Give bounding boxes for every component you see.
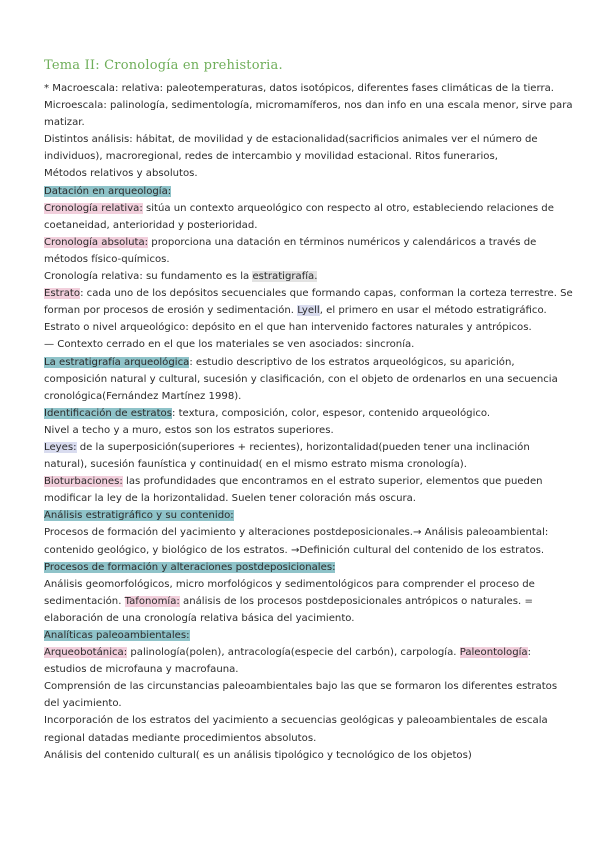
text-line: Cronología relativa: su fundamento es la estratigrafía. bbox=[44, 271, 318, 283]
text-line: Cronología absoluta: proporciona una datación en términos numéricos y calendáricos a través de bbox=[44, 236, 537, 248]
text-line: Incorporación de los estratos del yacimiento a secuencias geológicas y paleoambientales de escala bbox=[44, 715, 548, 727]
text-line: Identificación de estratos: textura, composición, color, espesor, contenido arqueológico. bbox=[44, 407, 491, 419]
notes-body bbox=[44, 80, 573, 764]
highlight: Datación en arqueología: bbox=[44, 185, 172, 197]
highlight: estratigrafía. bbox=[252, 271, 318, 283]
text-line: natural), sucesión faunística y continuidad( en el mismo estrato misma cronología). bbox=[44, 459, 467, 471]
highlight: Leyes: bbox=[44, 441, 77, 453]
text-line: Estrato o nivel arqueológico: depósito en el que han intervenido factores naturales y antrópicos. bbox=[44, 322, 532, 334]
text-line: sedimentación. Tafonomía: análisis de los procesos postdeposicionales antrópicos o naturales. = bbox=[44, 595, 533, 607]
text-line: * Macroescala: relativa: paleotemperaturas, datos isotópicos, diferentes fases climáticas de la tierra. bbox=[44, 83, 555, 94]
text-line: Leyes: de la superposición(superiores + recientes), horizontalidad(pueden tener una inclinación bbox=[44, 441, 530, 453]
text-line: Nivel a techo y a muro, estos son los estratos superiores. bbox=[44, 424, 334, 436]
highlight: Arqueobotánica: bbox=[44, 647, 128, 659]
highlight: Procesos de formación y alteraciones postdeposicionales: bbox=[44, 561, 336, 573]
text-line: Bioturbaciones: las profundidades que encontramos en el estrato superior, elementos que pueden bbox=[44, 476, 543, 488]
section-heading bbox=[44, 183, 560, 200]
highlight: Paleontología bbox=[459, 647, 528, 659]
text-line: composición natural y cultural, sucesión y clasificación, con el objeto de ordenarlos en una secuencia bbox=[44, 373, 558, 385]
text-line: estudios de microfauna y macrofauna. bbox=[44, 664, 239, 676]
section-heading bbox=[44, 559, 560, 576]
text-line: Estrato: cada uno de los depósitos secuenciales que formando capas, conforman la corteza terrestre. Se bbox=[44, 288, 573, 300]
text-line: Comprensión de las circunstancias paleoambientales bajo las que se formaron los diferentes estratos bbox=[44, 681, 558, 693]
text-line: matizar. bbox=[44, 117, 85, 129]
text-line: Microescala: palinología, sedimentología, micromamíferos, nos dan info en una escala menor, sirve para bbox=[44, 100, 573, 112]
highlight: Bioturbaciones: bbox=[44, 476, 123, 488]
text-line: La estratigrafía arqueológica: estudio descriptivo de los estratos arqueológicos, su aparición, bbox=[44, 356, 515, 368]
text-line: del yacimiento. bbox=[44, 698, 122, 710]
text-line: Arqueobotánica: palinología(polen), antracología(especie del carbón), carpología. Paleontología: bbox=[44, 647, 532, 659]
highlight: Cronología relativa: bbox=[44, 202, 143, 214]
highlight: Identificación de estratos bbox=[44, 407, 172, 419]
text-line: individuos), macroregional, redes de intercambio y movilidad estacional. Ritos funerarios, bbox=[44, 151, 498, 163]
text-line: elaboración de una cronología relativa básica del yacimiento. bbox=[44, 612, 355, 624]
page-title: Tema II: Cronología en prehistoria. bbox=[44, 58, 283, 73]
text-line: Distintos análisis: hábitat, de movilidad y de estacionalidad(sacrificios animales ver el número de bbox=[44, 134, 538, 146]
text-line: Procesos de formación del yacimiento y alteraciones postdeposicionales.→ Análisis paleoambiental: bbox=[44, 527, 549, 539]
highlight: Tafonomía: bbox=[124, 595, 180, 607]
highlight: La estratigrafía arqueológica bbox=[44, 356, 190, 368]
text-line: Cronología relativa: sitúa un contexto arqueológico con respecto al otro, estableciendo relaciones de bbox=[44, 202, 554, 214]
section-heading bbox=[44, 507, 560, 524]
text-line: cronológica(Fernández Martínez 1998). bbox=[44, 390, 242, 402]
highlight: Estrato bbox=[44, 288, 81, 300]
highlight: Análisis estratigráfico y su contenido: bbox=[44, 510, 234, 522]
text-line: forman por procesos de erosión y sedimentación. Lyell, el primero en usar el método estratigráfico. bbox=[44, 305, 547, 317]
highlight: Analíticas paleoambientales: bbox=[44, 630, 190, 641]
text-line: regional datadas mediante procedimientos absolutos. bbox=[44, 732, 317, 744]
text-line: Métodos relativos y absolutos. bbox=[44, 168, 198, 180]
highlight: Lyell bbox=[297, 305, 320, 317]
text-line: Análisis del contenido cultural( es un análisis tipológico y tecnológico de los objetos) bbox=[44, 749, 472, 761]
text-line: contenido geológico, y biológico de los estratos. →Definición cultural del contenido de los estratos. bbox=[44, 544, 545, 556]
highlight: Cronología absoluta: bbox=[44, 236, 149, 248]
text-line: modificar la ley de la horizontalidad. Suelen tener coloración más oscura. bbox=[44, 493, 417, 505]
text-line: coetaneidad, anterioridad y posterioridad. bbox=[44, 219, 258, 231]
text-line: Análisis geomorfológicos, micro morfológicos y sedimentológicos para comprender el proceso de bbox=[44, 578, 535, 590]
text-line: métodos físico-químicos. bbox=[44, 253, 170, 265]
text-line: — Contexto cerrado en el que los materiales se ven asociados: sincronía. bbox=[44, 339, 415, 351]
section-heading bbox=[44, 627, 560, 644]
